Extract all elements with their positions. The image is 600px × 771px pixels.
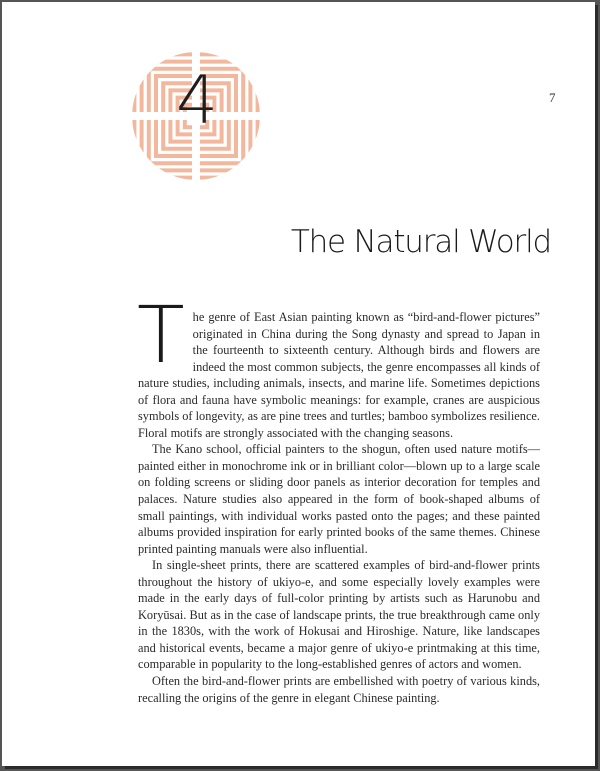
paragraph: In single-sheet prints, there are scattered examples of bird-and-flower prints throughout the history of ukiyo-e, and some especially lovely examples were made in the early days of full-color printing by artists such as Harunobu and Koryūsai. But as in the case of landscape prints, the true breakthrough came only in the 1830s, with the work of Hokusai and Hiroshige. Nature, like landscapes and historical events, became a major genre of ukiyo-e printmaking at this time, comparable in popularity to the long-established genres of actors and women.	[138, 558, 540, 672]
page-number: 7	[549, 90, 556, 105]
paragraph-text: he genre of East Asian painting known as “bird-and-flower pictures” originated in China during the Song dynasty and spread to Japan in the fourteenth to sixteenth century. Although birds and flowers are indeed the most common subjects, the genre encompasses all kinds of nature studies, including animals, insects, and marine life. Sometimes depictions of flora and fauna have symbolic meanings: for example, cranes are auspicious symbols of longevity, as are pine trees and turtles; bamboo symbolizes resilience. Floral motifs are strongly associated with the changing seasons.	[138, 310, 540, 440]
paragraph: Often the bird-and-flower prints are embellished with poetry of various kinds, recalling the origins of the genre in elegant Chinese painting.	[138, 674, 540, 705]
chapter-body-text	[137, 291, 540, 706]
paragraph	[137, 291, 540, 441]
chapter-title: The Natural World	[290, 224, 551, 260]
drop-cap: T	[137, 291, 185, 381]
book-page	[2, 2, 595, 766]
paragraph: The Kano school, official painters to the shogun, often used nature motifs—painted either in monochrome ink or in brilliant color—blown up to a large scale on folding screens or sliding door panels as interior decoration for temples and palaces. Nature studies also appeared in the form of book-shaped albums of small paintings, with individual works pasted onto the pages; and these painted albums provided inspiration for early printed books of the same themes. Chinese printed painting manuals were also influential.	[138, 442, 540, 556]
chapter-number: 4	[176, 62, 216, 139]
